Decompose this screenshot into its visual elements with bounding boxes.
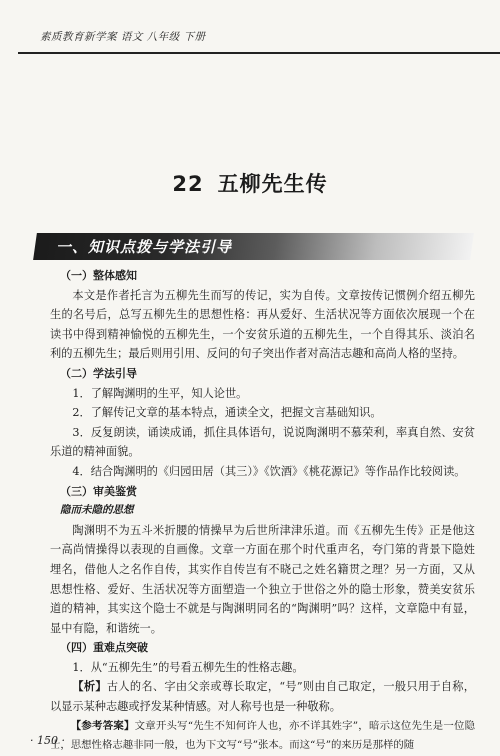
- section-aesthetic-heading: （三）审美鉴赏: [60, 484, 137, 498]
- running-head: [18, 0, 500, 54]
- section-keypoints-heading: （四）重难点突破: [60, 641, 148, 655]
- method-item-1: 1．了解陶渊明的生平，知人论世。: [72, 386, 248, 400]
- analysis-tag: 【析】: [72, 680, 107, 694]
- keypoint-item-1: 1．从“五柳先生”的号看五柳先生的性格志趣。: [72, 660, 304, 674]
- answer-text: 文章开头写“先生不知何许人也，亦不详其姓字”，暗示这位先生是一位隐士，思想性格志趣非同一般，也为下文写“号”张本。而这“号”的来历是那样的随: [50, 719, 476, 752]
- answer-tag: 【参考答案】: [70, 719, 135, 732]
- section-method-heading: （二）学法引导: [60, 366, 137, 380]
- analysis-paragraph: [50, 677, 475, 716]
- method-item-3: 3．反复朗读，诵读成诵，抓住具体语句，说说陶渊明不慕荣利，率真自然、安贫乐道的精神面貌。: [50, 425, 475, 459]
- method-item-4: 4．结合陶渊明的《归园田居（其三）》《饮酒》《桃花源记》等作品作比较阅读。: [72, 464, 466, 478]
- page-body: [50, 266, 475, 756]
- answer-paragraph: [50, 717, 475, 756]
- chapter-title-text: 五柳先生传: [217, 172, 328, 196]
- analysis-text: 古人的名、字由父亲或尊长取定，“号”则由自己取定，一般只用于自称，以显示某种志趣或抒发某种情感。对人称号也是一种敬称。: [50, 680, 475, 714]
- section-banner-label: 一、知识点拨与学法引导: [56, 238, 233, 256]
- aesthetic-paragraph: 陶渊明不为五斗米折腰的情操早为后世所津津乐道。而《五柳先生传》正是他这一高尚情操得以表现的自画像。文章一方面在那个时代重声名，夸门第的背景下隐姓埋名，借他人之名作自传，其实作自传岂有不晓己之姓名籍贯之理？另一方面，又从思想性格、爱好、生活状况等方面塑造一个独立于世俗之外的隐士形象，赞美安贫乐道的精神，其实这个隐士不就是与陶渊明同名的“陶渊明”吗？这样，文章隐中有显，显中有隐，和谐统一。: [50, 523, 475, 635]
- section-overview-heading: （一）整体感知: [60, 269, 137, 282]
- running-head-text: 素质教育新学案 语文 八年级 下册: [40, 31, 206, 43]
- overview-paragraph: 本文是作者托言为五柳先生而写的传记，实为自传。文章按传记惯例介绍五柳先生的名号后，总写五柳先生的思想性格：再从爱好、生活状况等方面依次展现一个在读书中得到精神愉悦的五柳先生，一个安贫乐道的五柳先生，一个自得其乐、淡泊名利的五柳先生；最后则用引用、反问的句子突出作者对高洁志趣和高尚人格的坚持。: [50, 288, 475, 361]
- chapter-title: [0, 168, 500, 198]
- chapter-number: 22: [172, 172, 204, 196]
- method-item-2: 2．了解传记文章的基本特点，通读全文，把握文言基础知识。: [72, 406, 382, 420]
- aesthetic-subtitle: 隐而未隐的思想: [60, 504, 134, 517]
- page-number: · 150 ·: [30, 734, 65, 747]
